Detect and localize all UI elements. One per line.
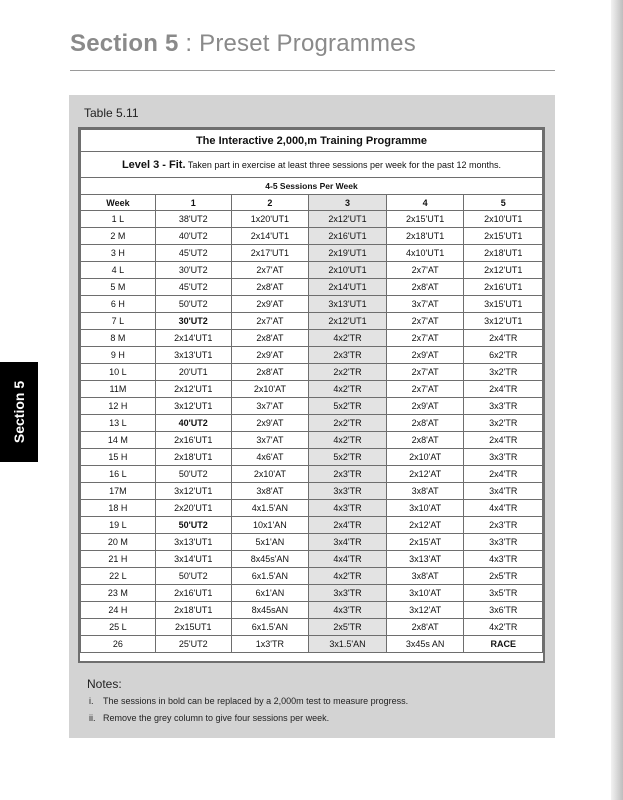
session-cell: 2x8'AT [231,364,309,381]
table-row [81,449,543,466]
session-cell: 4x3'TR [309,500,387,517]
session-cell: 50'UT2 [155,466,231,483]
session-cell: 4x2'TR [309,432,387,449]
table-title: The Interactive 2,000,m Training Programme [81,130,543,152]
table-row [81,415,543,432]
week-cell: 1 L [81,211,156,228]
week-cell: 15 H [81,449,156,466]
table-title-row [81,130,543,152]
session-cell: 3x1.5'AN [309,636,387,653]
table-row [81,568,543,585]
session-cell: 3x15'UT1 [464,296,543,313]
week-cell: 14 M [81,432,156,449]
session-cell: 25'UT2 [155,636,231,653]
table-row [81,279,543,296]
level-description: Taken part in exercise at least three sessions per week for the past 12 months. [187,159,502,170]
week-cell: 26 [81,636,156,653]
level-cell [81,152,543,178]
section-title: Preset Programmes [199,30,416,57]
session-cell: 2x4'TR [464,466,543,483]
session-cell: 2x7'AT [386,313,464,330]
note-number: i. [89,696,94,706]
session-cell: 1x3'TR [231,636,309,653]
session-cell: 2x3'TR [464,517,543,534]
table-row [81,228,543,245]
week-cell: 9 H [81,347,156,364]
session-cell: 2x8'AT [386,279,464,296]
session-cell: 3x3'TR [309,585,387,602]
session-cell: 2x16'UT1 [155,585,231,602]
session-cell: 2x7'AT [386,262,464,279]
side-tab-label: Section 5 [11,380,27,444]
session-cell: 2x5'TR [309,619,387,636]
session-cell: 2x4'TR [309,517,387,534]
week-cell: 25 L [81,619,156,636]
session-cell: 2x9'AT [231,296,309,313]
session-cell: 5x1'AN [231,534,309,551]
session-cell: 2x15'UT1 [386,211,464,228]
session-cell: 5x2'TR [309,449,387,466]
table-row [81,381,543,398]
session-cell: 3x45s AN [386,636,464,653]
week-cell: 21 H [81,551,156,568]
session-cell: 2x18'UT1 [155,449,231,466]
session-cell: 2x7'AT [386,330,464,347]
session-cell: 2x14'UT1 [155,330,231,347]
session-cell: 4x3'TR [464,551,543,568]
week-cell: 22 L [81,568,156,585]
session-cell: 4x2'TR [309,330,387,347]
session-cell: 4x6'AT [231,449,309,466]
session-cell: 2x12'UT1 [309,313,387,330]
week-cell: 8 M [81,330,156,347]
table-row [81,398,543,415]
table-row [81,347,543,364]
column-header: Week [81,195,156,211]
table-row [81,330,543,347]
session-cell: 3x3'TR [464,398,543,415]
week-cell: 18 H [81,500,156,517]
week-cell: 20 M [81,534,156,551]
table-row [81,245,543,262]
table-row [81,466,543,483]
session-cell: 3x3'TR [464,534,543,551]
table-row [81,262,543,279]
session-cell: 4x2'TR [464,619,543,636]
session-cell: 3x10'AT [386,500,464,517]
session-cell: 6x1'AN [231,585,309,602]
session-cell: 50'UT2 [155,296,231,313]
session-cell: 10x1'AN [231,517,309,534]
section-header [70,30,416,58]
session-cell: 30'UT2 [155,262,231,279]
session-cell: 45'UT2 [155,279,231,296]
session-cell: 2x7'AT [231,262,309,279]
session-cell: 3x12'UT1 [155,483,231,500]
week-cell: 2 M [81,228,156,245]
session-cell: 6x1.5'AN [231,568,309,585]
table-row [81,500,543,517]
table-row [81,534,543,551]
session-cell: 4x4'TR [464,500,543,517]
session-cell: 1x20'UT1 [231,211,309,228]
week-cell: 10 L [81,364,156,381]
session-cell: 2x4'TR [464,330,543,347]
week-cell: 12 H [81,398,156,415]
session-cell: 4x2'TR [309,568,387,585]
session-cell: 2x15UT1 [155,619,231,636]
session-cell: 2x7'AT [386,364,464,381]
session-cell: 8x45s'AN [231,551,309,568]
table-row [81,619,543,636]
week-cell: 19 L [81,517,156,534]
table-row [81,602,543,619]
session-cell: 2x19'UT1 [309,245,387,262]
session-cell: 2x18'UT1 [386,228,464,245]
session-cell: 2x4'TR [464,381,543,398]
column-header: 5 [464,195,543,211]
session-cell: 3x12'AT [386,602,464,619]
session-cell: 2x18'UT1 [464,245,543,262]
session-cell: 3x8'AT [386,483,464,500]
session-cell: 3x8'AT [231,483,309,500]
session-cell: 2x3'TR [309,347,387,364]
session-cell: 2x12'UT1 [464,262,543,279]
column-header: 4 [386,195,464,211]
session-cell: 2x10'AT [231,466,309,483]
session-cell: 40'UT2 [155,228,231,245]
session-cell: 3x10'AT [386,585,464,602]
sessions-label: 4-5 Sessions Per Week [81,178,543,195]
session-cell: 2x9'AT [386,347,464,364]
week-cell: 6 H [81,296,156,313]
session-cell: 3x3'TR [464,449,543,466]
table-row [81,432,543,449]
session-cell: 3x8'AT [386,568,464,585]
session-cell: 6x1.5'AN [231,619,309,636]
session-cell: 2x8'AT [231,279,309,296]
week-cell: 13 L [81,415,156,432]
session-cell: 2x10'AT [231,381,309,398]
session-cell: 8x45sAN [231,602,309,619]
table-row [81,636,543,653]
session-cell: 2x8'AT [386,619,464,636]
week-cell: 7 L [81,313,156,330]
session-cell: 2x10'AT [386,449,464,466]
session-cell: 3x14'UT1 [155,551,231,568]
session-cell: 3x4'TR [464,483,543,500]
table-panel [69,95,555,738]
table-row [81,364,543,381]
session-cell: 2x9'AT [231,347,309,364]
level-label: Level 3 - Fit. [121,158,186,171]
session-cell: 50'UT2 [155,568,231,585]
section-side-tab [0,362,38,462]
column-header-row [81,195,543,211]
table-row [81,483,543,500]
sessions-row [81,178,543,195]
column-header: 2 [231,195,309,211]
session-cell: 2x2'TR [309,364,387,381]
note-text: Remove the grey column to give four sessions per week. [103,713,330,723]
level-row [81,152,543,178]
session-cell: 2x16'UT1 [155,432,231,449]
session-cell: 3x4'TR [309,534,387,551]
session-cell: 2x7'AT [231,313,309,330]
week-cell: 16 L [81,466,156,483]
session-cell: 4x1.5'AN [231,500,309,517]
session-cell: 2x7'AT [386,381,464,398]
session-cell: 40'UT2 [155,415,231,432]
session-cell: 2x14'UT1 [309,279,387,296]
session-cell: 2x15'UT1 [464,228,543,245]
training-table [80,129,543,653]
table-caption: Table 5.11 [84,106,139,120]
session-cell: 38'UT2 [155,211,231,228]
session-cell: 3x2'TR [464,415,543,432]
note-item [89,713,329,723]
table-row [81,517,543,534]
session-cell: 3x3'TR [309,483,387,500]
session-cell: 3x7'AT [386,296,464,313]
session-cell: 6x2'TR [464,347,543,364]
notes-title: Notes: [87,677,122,691]
session-cell: 2x16'UT1 [464,279,543,296]
session-cell: 2x17'UT1 [231,245,309,262]
session-cell: 2x5'TR [464,568,543,585]
section-number: Section 5 [70,30,179,57]
session-cell: 2x9'AT [231,415,309,432]
session-cell: 3x13'UT1 [155,347,231,364]
session-cell: 3x2'TR [464,364,543,381]
session-cell: 5x2'TR [309,398,387,415]
training-table-frame [78,127,545,663]
session-cell: 3x12'UT1 [464,313,543,330]
session-cell: 3x13'UT1 [155,534,231,551]
session-cell: 2x8'AT [386,432,464,449]
session-cell: 3x5'TR [464,585,543,602]
session-cell: 2x8'AT [386,415,464,432]
week-cell: 11M [81,381,156,398]
session-cell: 4x4'TR [309,551,387,568]
session-cell: 4x3'TR [309,602,387,619]
session-cell: 3x12'UT1 [155,398,231,415]
session-cell: 2x12'UT1 [155,381,231,398]
week-cell: 3 H [81,245,156,262]
note-number: ii. [89,713,96,723]
session-cell: 3x13'AT [386,551,464,568]
session-cell: 50'UT2 [155,517,231,534]
table-row [81,585,543,602]
session-cell: 4x2'TR [309,381,387,398]
session-cell: 3x7'AT [231,432,309,449]
note-text: The sessions in bold can be replaced by a 2,000m test to measure progress. [103,696,409,706]
week-cell: 4 L [81,262,156,279]
session-cell: 2x18'UT1 [155,602,231,619]
session-cell: 2x12'AT [386,517,464,534]
session-cell: 30'UT2 [155,313,231,330]
page-edge-shadow [611,0,623,800]
header-separator: : [178,30,200,57]
session-cell: RACE [464,636,543,653]
week-cell: 24 H [81,602,156,619]
session-cell: 20'UT1 [155,364,231,381]
session-cell: 2x8'AT [231,330,309,347]
session-cell: 2x2'TR [309,415,387,432]
week-cell: 17M [81,483,156,500]
session-cell: 2x20'UT1 [155,500,231,517]
session-cell: 4x10'UT1 [386,245,464,262]
session-cell: 2x3'TR [309,466,387,483]
session-cell: 2x4'TR [464,432,543,449]
table-row [81,211,543,228]
session-cell: 2x10'UT1 [464,211,543,228]
session-cell: 3x13'UT1 [309,296,387,313]
table-row [81,551,543,568]
column-header: 3 [309,195,387,211]
session-cell: 2x14'UT1 [231,228,309,245]
session-cell: 3x7'AT [231,398,309,415]
header-rule [70,70,555,71]
session-cell: 3x6'TR [464,602,543,619]
session-cell: 2x16'UT1 [309,228,387,245]
week-cell: 5 M [81,279,156,296]
table-row [81,313,543,330]
session-cell: 2x12'AT [386,466,464,483]
note-item [89,696,408,706]
session-cell: 2x10'UT1 [309,262,387,279]
session-cell: 45'UT2 [155,245,231,262]
session-cell: 2x12'UT1 [309,211,387,228]
session-cell: 2x15'AT [386,534,464,551]
column-header: 1 [155,195,231,211]
session-cell: 2x9'AT [386,398,464,415]
week-cell: 23 M [81,585,156,602]
table-row [81,296,543,313]
